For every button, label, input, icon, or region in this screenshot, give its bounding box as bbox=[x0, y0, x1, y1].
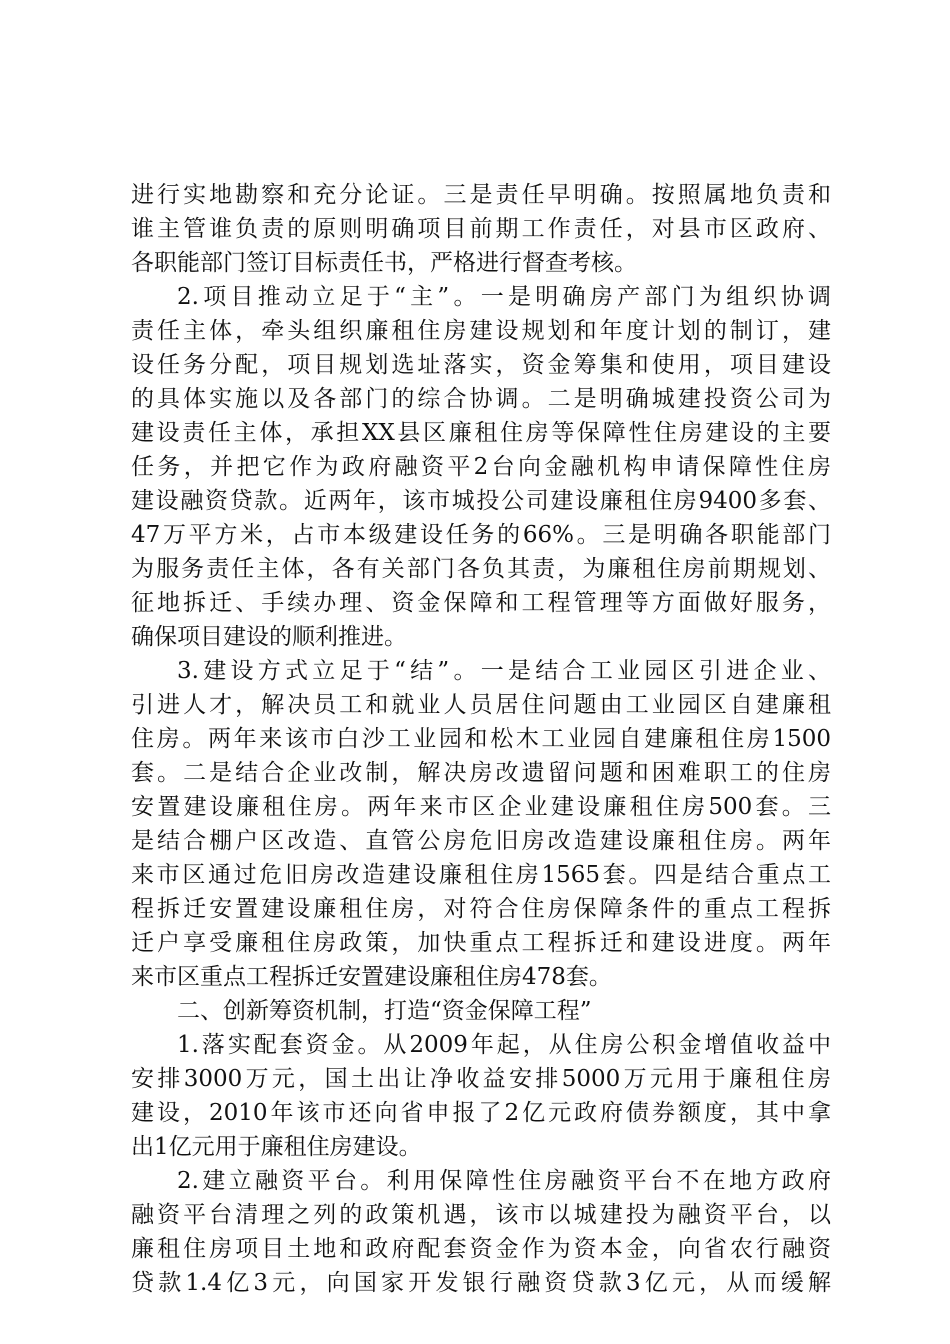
text-line: 安置建设廉租住房。两年来市区企业建设廉租住房500套。三 bbox=[131, 794, 831, 820]
text-line: 的具体实施以及各部门的综合协调。二是明确城建投资公司为 bbox=[131, 386, 831, 412]
text-line: 引进人才，解决员工和就业人员居住问题由工业园区自建廉租 bbox=[131, 692, 831, 718]
text-line: 是结合棚户区改造、直管公房危旧房改造建设廉租住房。两年 bbox=[131, 828, 831, 854]
text-line: 安排3000万元，国土出让净收益安排5000万元用于廉租住房 bbox=[131, 1066, 831, 1092]
text-line: 迁户享受廉租住房政策，加快重点工程拆迁和建设进度。两年 bbox=[131, 930, 831, 956]
text-line: 为服务责任主体，各有关部门各负其责，为廉租住房前期规划、 bbox=[131, 556, 831, 582]
text-line: 进行实地勘察和充分论证。三是责任早明确。按照属地负责和 bbox=[131, 182, 831, 208]
text-line: 任务，并把它作为政府融资平2台向金融机构申请保障性住房 bbox=[131, 454, 831, 480]
document-body bbox=[131, 178, 831, 1300]
text-line: 住房。两年来该市白沙工业园和松木工业园自建廉租住房1500 bbox=[131, 726, 831, 752]
text-line: 47万平方米，占市本级建设任务的66%。三是明确各职能部门 bbox=[131, 522, 831, 548]
text-line: 程拆迁安置建设廉租住房，对符合住房保障条件的重点工程拆 bbox=[131, 896, 831, 922]
text-line: 来市区通过危旧房改造建设廉租住房1565套。四是结合重点工 bbox=[131, 862, 831, 888]
text-line: 设任务分配，项目规划选址落实，资金筹集和使用，项目建设 bbox=[131, 352, 831, 378]
text-line: 责任主体，牵头组织廉租住房建设规划和年度计划的制订，建 bbox=[131, 318, 831, 344]
text-line: 征地拆迁、手续办理、资金保障和工程管理等方面做好服务， bbox=[131, 590, 831, 616]
text-line: 廉租住房项目土地和政府配套资金作为资本金，向省农行融资 bbox=[131, 1236, 831, 1262]
text-line: 贷款1.4亿3元，向国家开发银行融资贷款3亿元，从而缓解 bbox=[131, 1270, 831, 1296]
text-line: 融资平台清理之列的政策机遇，该市以城建投为融资平台，以 bbox=[131, 1202, 831, 1228]
text-line: 来市区重点工程拆迁安置建设廉租住房478套。 bbox=[131, 964, 612, 990]
text-line: 建设责任主体，承担XX县区廉租住房等保障性住房建设的主要 bbox=[131, 420, 831, 446]
text-line: 套。二是结合企业改制，解决房改遗留问题和困难职工的住房 bbox=[131, 760, 831, 786]
text-line: 2.项目推动立足于“主”。一是明确房产部门为组织协调 bbox=[177, 284, 831, 310]
text-line: 2.建立融资平台。利用保障性住房融资平台不在地方政府 bbox=[177, 1168, 831, 1194]
text-line: 3.建设方式立足于“结”。一是结合工业园区引进企业、 bbox=[177, 658, 831, 684]
text-line: 各职能部门签订目标责任书，严格进行督查考核。 bbox=[131, 250, 637, 276]
text-line: 确保项目建设的顺利推进。 bbox=[131, 624, 407, 650]
text-line: 建设融资贷款。近两年，该市城投公司建设廉租住房9400多套、 bbox=[131, 488, 831, 514]
text-line: 1.落实配套资金。从2009年起，从住房公积金增值收益中 bbox=[177, 1032, 831, 1058]
text-line: 出1亿元用于廉租住房建设。 bbox=[131, 1134, 422, 1160]
text-line: 二、创新筹资机制，打造“资金保障工程” bbox=[177, 998, 592, 1024]
text-line: 谁主管谁负责的原则明确项目前期工作责任，对县市区政府、 bbox=[131, 216, 831, 242]
text-line: 建设，2010年该市还向省申报了2亿元政府债券额度，其中拿 bbox=[131, 1100, 831, 1126]
